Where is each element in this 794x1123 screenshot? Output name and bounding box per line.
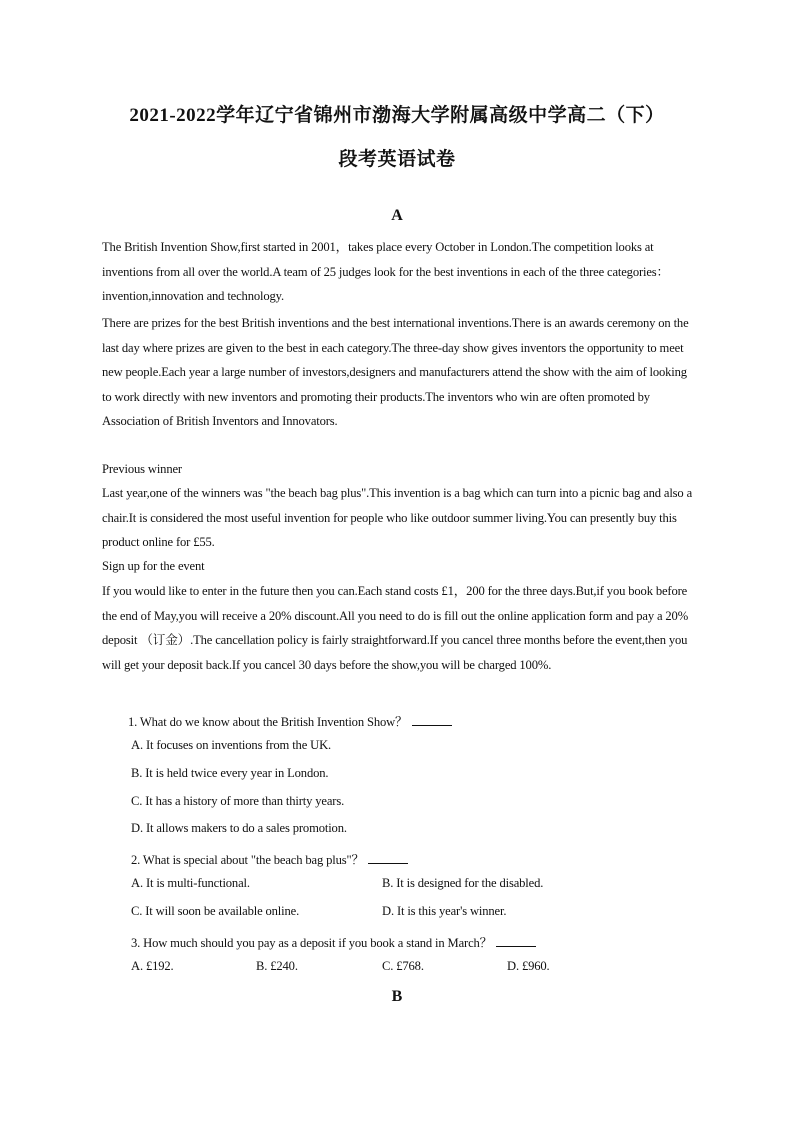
answer-blank[interactable] bbox=[412, 715, 452, 726]
option-2b: B. It is designed for the disabled. bbox=[382, 876, 544, 890]
option-1d: D. It allows makers to do a sales promotion. bbox=[131, 821, 347, 835]
option-2a: A. It is multi-functional. bbox=[131, 876, 250, 890]
question-2 bbox=[131, 849, 408, 868]
answer-blank[interactable] bbox=[368, 853, 408, 864]
question-stem: 3. How much should you pay as a deposit if you book a stand in March？ bbox=[131, 936, 493, 950]
option-1c: C. It has a history of more than thirty years. bbox=[131, 794, 345, 808]
answer-blank[interactable] bbox=[496, 936, 536, 947]
question-stem: 1. What do we know about the British Invention Show？ bbox=[128, 715, 408, 729]
option-1b: B. It is held twice every year in London. bbox=[131, 766, 329, 780]
section-a-heading: A bbox=[391, 207, 403, 224]
section-b-heading: B bbox=[391, 988, 403, 1005]
option-3a: A. £192. bbox=[131, 959, 174, 973]
exam-title-line-1: 2021-2022学年辽宁省锦州市渤海大学附属高级中学高二（下） bbox=[129, 105, 665, 126]
question-1 bbox=[128, 711, 452, 730]
passage-paragraph: There are prizes for the best British inventions and the best international inventions.There is an awards ceremony on the last day where prizes are given to the best in each category.The three-day show gives inventors the opportunity to meet new people.Each year a large number of investors,designers and manufacturers attend the show with the aim of looking to work directly with new inventors and promoting their products.The inventors who win are often promoted by Association of British Inventors and Innovators. bbox=[102, 316, 689, 429]
option-3b: B. £240. bbox=[256, 959, 298, 973]
option-3c: C. £768. bbox=[382, 959, 424, 973]
passage-paragraph: If you would like to enter in the future then you can.Each stand costs £1，200 for the three days.But,if you book before the end of May,you will receive a 20% discount.All you need to do is fill out the online application form and pay a 20% deposit （订金）.The cancellation policy is fairly straightforward.If you cancel three months before the event,then you will get your deposit back.If you cancel 30 days before the show,you will be charged 100%. bbox=[102, 584, 689, 672]
option-3d: D. £960. bbox=[507, 959, 550, 973]
option-2d: D. It is this year's winner. bbox=[382, 904, 507, 918]
option-1a: A. It focuses on inventions from the UK. bbox=[131, 738, 332, 752]
question-3 bbox=[131, 932, 536, 951]
passage-paragraph: Last year,one of the winners was "the beach bag plus".This invention is a bag which can turn into a picnic bag and also a chair.It is considered the most useful invention for people who like outdoor summer living.You can presently buy this product online for £55. bbox=[102, 486, 693, 550]
passage-paragraph: The British Invention Show,first started in 2001，takes place every October in London.The competition looks at inventions from all over the world.A team of 25 judges look for the best inventions in each of the three categories：invention,innovation and technology. bbox=[102, 240, 670, 304]
passage-subheading: Sign up for the event bbox=[102, 559, 205, 573]
option-2c: C. It will soon be available online. bbox=[131, 904, 300, 918]
exam-title-line-2: 段考英语试卷 bbox=[338, 149, 456, 170]
passage-subheading: Previous winner bbox=[102, 462, 182, 476]
question-stem: 2. What is special about "the beach bag plus"？ bbox=[131, 853, 364, 867]
